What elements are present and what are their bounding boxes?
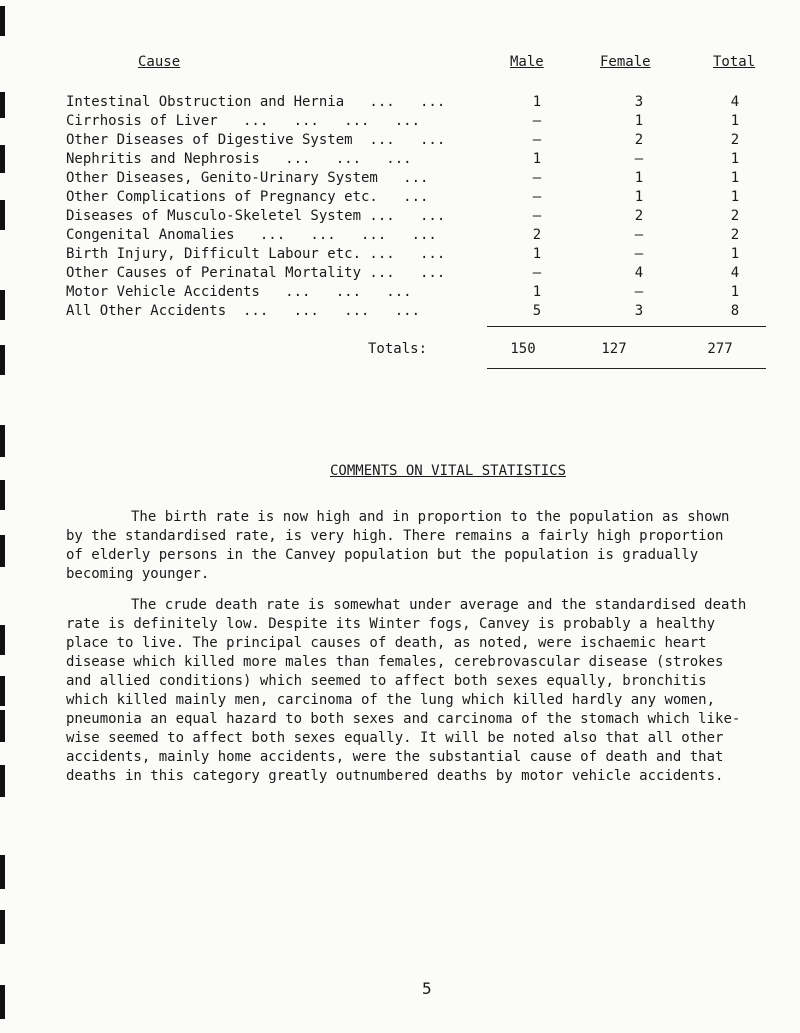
- cause-cell: Congenital Anomalies ... ... ... ...: [66, 227, 437, 243]
- total-cell: 1: [730, 246, 740, 262]
- female-cell: –: [634, 284, 644, 300]
- header-male: Male: [510, 54, 544, 70]
- male-cell: –: [532, 113, 542, 129]
- binder-edge-mark: [0, 345, 5, 375]
- table-row: [66, 151, 766, 168]
- male-cell: –: [532, 189, 542, 205]
- binder-edge-mark: [0, 145, 5, 173]
- table-row: [66, 113, 766, 130]
- male-cell: 1: [532, 284, 542, 300]
- paragraph: The crude death rate is somewhat under average and the standardised death rate is definitely low. Despite its Winter fogs, Canvey is probably a healthy place to live. The principal causes of death, as noted, were ischaemic heart disease which killed more males than females, cerebrovascular disease (strokes and allied conditions) which seemed to affect both sexes equally, bronchitis which killed mainly men, carcinoma of the lung which killed hardly any women, pneumonia an equal hazard to both sexes and carcinoma of the stomach which like- wise seemed to affect both sexes equally. It will be noted also that all other accidents, mainly home accidents, were the substantial cause of death and that deaths in this category greatly outnumbered deaths by motor vehicle accidents.: [66, 597, 747, 784]
- binder-edge-mark: [0, 910, 5, 944]
- binder-edge-mark: [0, 535, 5, 567]
- table-row: [66, 189, 766, 206]
- cause-cell: Other Diseases of Digestive System ... ...: [66, 132, 446, 148]
- paragraph: The birth rate is now high and in proportion to the population as shown by the standardised rate, is very high. There remains a fairly high proportion of elderly persons in the Canvey population but the population is gradually becoming younger.: [66, 509, 730, 582]
- total-cell: 1: [730, 170, 740, 186]
- total-all: 277: [707, 341, 733, 357]
- female-cell: 1: [634, 170, 644, 186]
- table-row: [66, 94, 766, 111]
- female-cell: 2: [634, 208, 644, 224]
- male-cell: –: [532, 265, 542, 281]
- binder-edge-mark: [0, 985, 5, 1019]
- binder-edge-mark: [0, 6, 5, 36]
- female-cell: 3: [634, 303, 644, 319]
- table-row: [66, 284, 766, 301]
- binder-edge-mark: [0, 710, 5, 742]
- cause-cell: Birth Injury, Difficult Labour etc. ... ...: [66, 246, 446, 262]
- binder-edge-mark: [0, 200, 5, 230]
- male-cell: –: [532, 208, 542, 224]
- male-cell: 1: [532, 151, 542, 167]
- header-total: Total: [713, 54, 756, 70]
- male-cell: 2: [532, 227, 542, 243]
- female-cell: –: [634, 151, 644, 167]
- totals-label: Totals:: [368, 341, 428, 357]
- binder-edge-mark: [0, 625, 5, 655]
- table-row: [66, 208, 766, 225]
- cause-cell: Motor Vehicle Accidents ... ... ...: [66, 284, 412, 300]
- page-number: 5: [422, 979, 432, 998]
- header-cause: Cause: [138, 54, 181, 70]
- total-cell: 4: [730, 265, 740, 281]
- total-cell: 2: [730, 132, 740, 148]
- total-cell: 1: [730, 151, 740, 167]
- female-cell: 1: [634, 113, 644, 129]
- total-female: 127: [601, 341, 627, 357]
- total-cell: 4: [730, 94, 740, 110]
- male-cell: 5: [532, 303, 542, 319]
- male-cell: –: [532, 170, 542, 186]
- total-cell: 1: [730, 189, 740, 205]
- cause-cell: Intestinal Obstruction and Hernia ... ...: [66, 94, 446, 110]
- total-cell: 8: [730, 303, 740, 319]
- totals-bottom-rule: [487, 368, 766, 369]
- table-row: [66, 303, 766, 320]
- section-title: COMMENTS ON VITAL STATISTICS: [330, 463, 567, 479]
- total-cell: 1: [730, 284, 740, 300]
- total-cell: 2: [730, 227, 740, 243]
- male-cell: –: [532, 132, 542, 148]
- cause-cell: All Other Accidents ... ... ... ...: [66, 303, 421, 319]
- total-male: 150: [510, 341, 536, 357]
- table-row: [66, 265, 766, 282]
- binder-edge-mark: [0, 480, 5, 510]
- female-cell: –: [634, 246, 644, 262]
- female-cell: –: [634, 227, 644, 243]
- cause-cell: Cirrhosis of Liver ... ... ... ...: [66, 113, 421, 129]
- cause-cell: Diseases of Musculo-Skeletel System ... ...: [66, 208, 446, 224]
- binder-edge-mark: [0, 855, 5, 889]
- table-row: [66, 227, 766, 244]
- binder-edge-mark: [0, 92, 5, 118]
- cause-cell: Other Causes of Perinatal Mortality ... ...: [66, 265, 446, 281]
- female-cell: 2: [634, 132, 644, 148]
- total-cell: 2: [730, 208, 740, 224]
- total-cell: 1: [730, 113, 740, 129]
- female-cell: 3: [634, 94, 644, 110]
- cause-cell: Other Diseases, Genito-Urinary System ...: [66, 170, 429, 186]
- table-row: [66, 170, 766, 187]
- binder-edge-mark: [0, 676, 5, 706]
- female-cell: 1: [634, 189, 644, 205]
- header-female: Female: [600, 54, 651, 70]
- cause-cell: Other Complications of Pregnancy etc. ...: [66, 189, 429, 205]
- binder-edge-mark: [0, 425, 5, 457]
- male-cell: 1: [532, 94, 542, 110]
- binder-edge-mark: [0, 765, 5, 797]
- totals-top-rule: [487, 326, 766, 327]
- table-row: [66, 246, 766, 263]
- male-cell: 1: [532, 246, 542, 262]
- cause-cell: Nephritis and Nephrosis ... ... ...: [66, 151, 412, 167]
- table-row: [66, 132, 766, 149]
- female-cell: 4: [634, 265, 644, 281]
- binder-edge-mark: [0, 290, 5, 320]
